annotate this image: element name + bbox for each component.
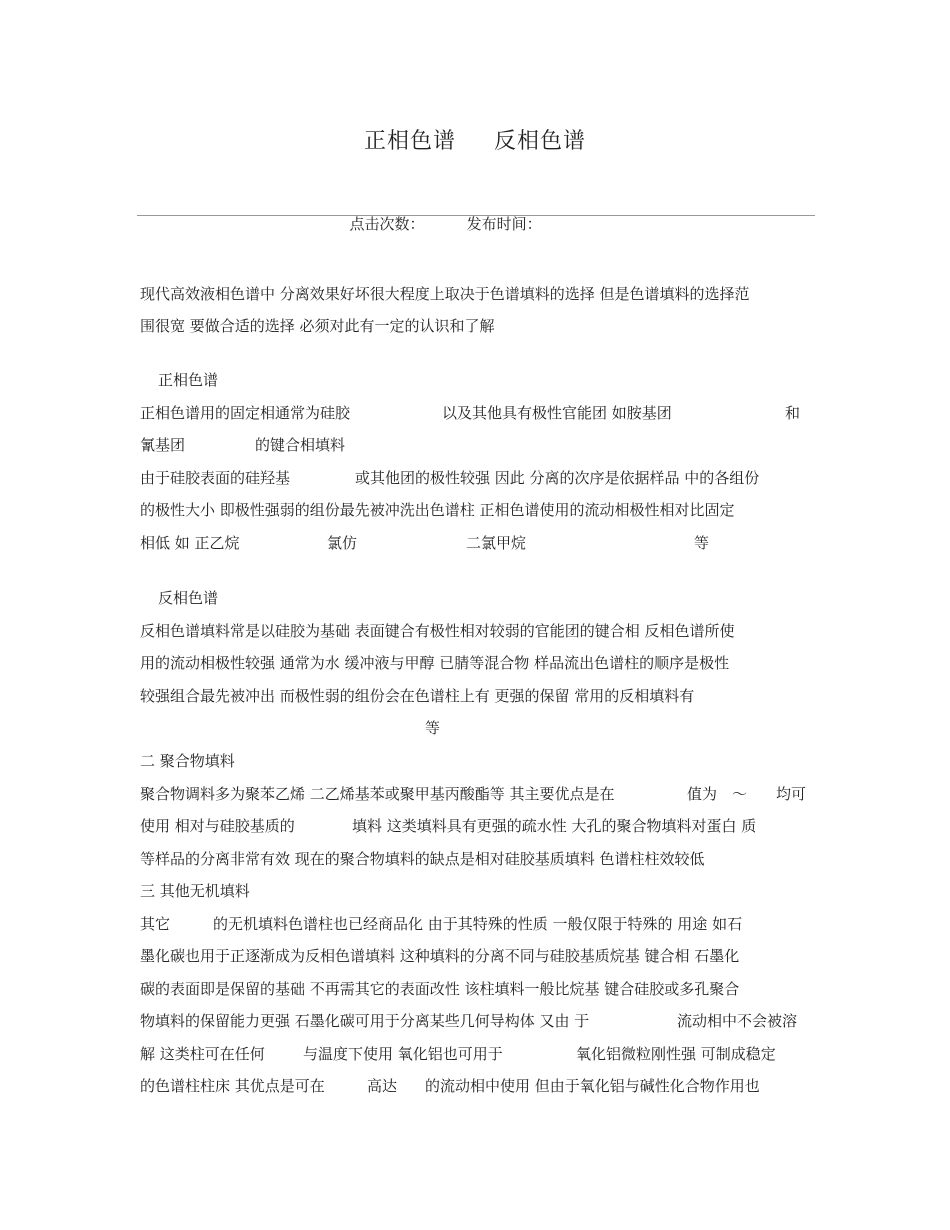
polymer-line-3: 等样品的分离非常有效 现在的聚合物填料的缺点是相对硅胶基质填料 色谱柱柱效较低 [140,850,705,868]
normal-line-1 [140,403,810,423]
reverse-line-2: 用的流动相极性较强 通常为水 缓冲液与甲醇 已腈等混合物 样品流出色谱柱的顺序是极性 [140,654,730,672]
inorganic-line-6-b: 高达 [367,1077,398,1095]
polymer-line-1-c: ～ [732,785,748,803]
section-heading-reverse-phase: 反相色谱 [158,589,219,607]
reverse-line-3: 较强组合最先被冲出 而极性弱的组份会在色谱柱上有 更强的保留 常用的反相填料有 [140,687,695,705]
polymer-line-2-b: 填料 这类填料具有更强的疏水性 大孔的聚合物填料对蛋白 质 [352,817,757,835]
title-reverse-phase: 反相色谱 [494,129,587,154]
section-heading-inorganic: 三 其他无机填料 [140,882,250,900]
page-title [0,124,950,155]
polymer-line-2 [140,816,810,836]
inorganic-line-6 [140,1076,810,1096]
reverse-line-1: 反相色谱填料常是以硅胶为基础 表面键合有极性相对较弱的官能团的键合相 反相色谱所使 [140,622,735,640]
polymer-line-1-d: 均可 [776,785,807,803]
normal-line-3 [140,468,810,488]
normal-line-2-b: 的键合相填料 [255,436,346,454]
normal-line-4: 的极性大小 即极性强弱的组份最先被冲洗出色谱柱 正相色谱使用的流动相极性相对比固定 [140,501,735,519]
inorganic-line-5 [140,1044,810,1064]
normal-line-5-b: 氯仿 [327,534,358,552]
polymer-line-1 [140,784,810,804]
polymer-line-2-a: 使用 相对与硅胶基质的 [140,817,295,835]
section-heading-polymer: 二 聚合物填料 [140,752,235,770]
inorganic-line-5-b: 与温度下使用 氧化铝也可用于 [303,1045,503,1063]
inorganic-line-1 [140,914,810,934]
inorganic-line-1-b: 的无机填料色谱柱也已经商品化 由于其特殊的性质 一般仅限于特殊的 用途 如石 [213,915,743,933]
polymer-line-1-b: 值为 [687,785,718,803]
section-heading-normal-phase: 正相色谱 [158,371,219,389]
intro-line-1: 现代高效液相色谱中 分离效果好坏很大程度上取决于色谱填料的选择 但是色谱填料的选择范 [140,285,750,303]
inorganic-line-4-b: 流动相中不会被溶 [677,1012,798,1030]
inorganic-line-1-a: 其它 [140,915,171,933]
normal-line-3-b: 或其他团的极性较强 因此 分离的次序是依据样品 中的各组份 [355,469,760,487]
click-count-label: 点击次数： [349,215,425,233]
title-normal-phase: 正相色谱 [363,129,456,154]
normal-line-2-a: 氰基团 [140,436,186,454]
normal-line-5-d: 等 [694,534,710,552]
normal-line-2 [140,435,810,455]
inorganic-line-5-a: 解 这类柱可在任何 [140,1045,265,1063]
normal-line-1-a: 正相色谱用的固定相通常为硅胶 [140,404,351,422]
inorganic-line-6-c: 的流动相中使用 但由于氧化铝与碱性化合物作用也 [425,1077,760,1095]
inorganic-line-4 [140,1011,810,1031]
normal-line-5-a: 相低 如 正乙烷 [140,534,240,552]
inorganic-line-4-a: 物填料的保留能力更强 石墨化碳可用于分离某些几何导构体 又由 于 [140,1012,590,1030]
reverse-line-4: 等 [425,719,441,737]
inorganic-line-3: 碳的表面即是保留的基础 不再需其它的表面改性 该柱填料一般比烷基 键合硅胶或多孔聚合 [140,980,740,998]
normal-line-1-c: 和 [785,404,801,422]
header-divider [137,215,815,216]
inorganic-line-2: 墨化碳也用于正逐渐成为反相色谱填料 这种填料的分离不同与硅胶基质烷基 键合相 石墨化 [140,947,740,965]
normal-line-1-b: 以及其他具有极性官能团 如胺基团 [442,404,672,422]
normal-line-5-c: 二氯甲烷 [466,534,527,552]
inorganic-line-6-a: 的色谱柱柱床 其优点是可在 [140,1077,325,1095]
polymer-line-1-a: 聚合物调料多为聚苯乙烯 二乙烯基苯或聚甲基丙酸酯等 其主要优点是在 [140,785,615,803]
normal-line-3-a: 由于硅胶表面的硅羟基 [140,469,291,487]
normal-line-5 [140,533,810,553]
inorganic-line-5-c: 氧化铝微粒刚性强 可制成稳定 [576,1045,776,1063]
publish-time-label: 发布时间： [466,215,542,233]
intro-line-2: 围很宽 要做合适的选择 必须对此有一定的认识和了解 [140,317,495,335]
